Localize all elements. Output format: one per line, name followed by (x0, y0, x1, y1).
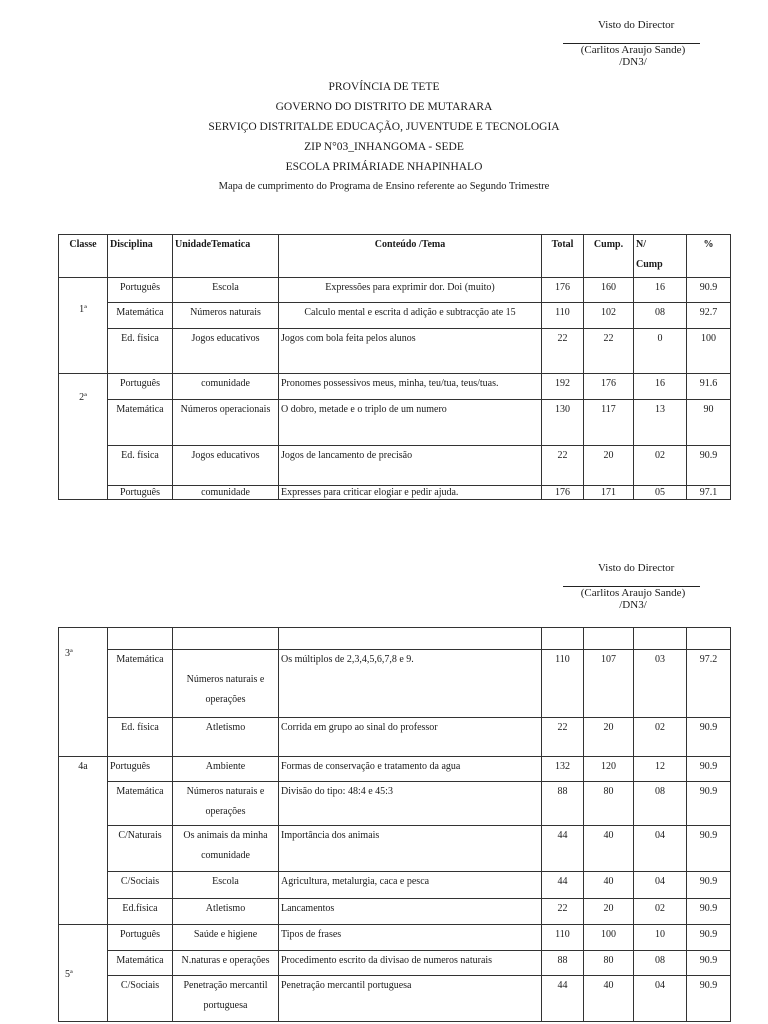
cump-cell: 102 (584, 303, 634, 329)
document-subtitle: Mapa de cumprimento do Programa de Ensino referente ao Segundo Trimestre (218, 181, 550, 192)
cump-cell: 100 (584, 925, 634, 951)
total-cell: 44 (542, 872, 584, 899)
cump-cell: 20 (584, 718, 634, 757)
disciplina-cell: Ed.física (108, 899, 173, 925)
cump-cell: 120 (584, 757, 634, 782)
total-cell: 176 (542, 278, 584, 303)
conteudo-cell: Formas de conservação e tratamento da agua (279, 757, 542, 782)
percent-cell: 90.9 (687, 976, 731, 1022)
disciplina-cell: Matemática (108, 303, 173, 329)
col-header-ncump-line2: Cump (636, 259, 663, 270)
conteudo-cell: Divisão do tipo: 48:4 e 45:3 (279, 782, 542, 826)
ncump-cell: 02 (634, 718, 687, 757)
ncump-cell: 03 (634, 650, 687, 718)
table-row (59, 899, 731, 925)
disciplina-cell: Português (108, 278, 173, 303)
program-table-page2 (58, 627, 731, 1022)
conteudo-cell: Corrida em grupo ao sinal do professor (279, 718, 542, 757)
total-cell: 130 (542, 400, 584, 446)
cump-cell: 40 (584, 826, 634, 872)
disciplina-cell: Matemática (108, 782, 173, 826)
disciplina-cell: Ed. física (108, 718, 173, 757)
cump-cell: 40 (584, 872, 634, 899)
conteudo-cell: O dobro, metade e o triplo de um numero (279, 400, 542, 446)
disciplina-cell: Português (108, 925, 173, 951)
conteudo-cell: Lancamentos (279, 899, 542, 925)
ncump-cell: 10 (634, 925, 687, 951)
class-cell-4 (59, 757, 108, 925)
total-cell: 44 (542, 826, 584, 872)
unidade-cell: Escola (173, 872, 279, 899)
signatory-name-page2: (Carlitos Araujo Sande) (580, 587, 686, 599)
header-zip: ZIP N°03_INHANGOMA - SEDE (304, 141, 464, 153)
class-label-5: 5ª (65, 969, 73, 980)
visto-director-label-page2: Visto do Director (598, 562, 675, 574)
table-row (59, 826, 731, 872)
col-header-total: Total (542, 235, 584, 278)
unidade-cell: Números naturais e operações (173, 782, 279, 826)
disciplina-cell: C/Sociais (108, 872, 173, 899)
conteudo-cell: Expressões para exprimir dor. Doi (muito) (279, 278, 542, 303)
percent-cell: 90.9 (687, 925, 731, 951)
class-cell-1 (59, 278, 108, 374)
cump-cell: 80 (584, 782, 634, 826)
ncump-cell: 02 (634, 899, 687, 925)
table-row (59, 446, 731, 486)
class-cell-3 (59, 628, 108, 757)
cump-cell: 117 (584, 400, 634, 446)
unidade-cell: comunidade (173, 374, 279, 400)
class-label-1: 1ª (79, 304, 87, 315)
disciplina-cell: Português (108, 757, 173, 782)
total-cell: 176 (542, 486, 584, 500)
percent-cell: 90.9 (687, 899, 731, 925)
class-cell-5 (59, 925, 108, 1022)
percent-cell: 91.6 (687, 374, 731, 400)
visto-director-label: Visto do Director (598, 19, 675, 31)
unidade-cell: Ambiente (173, 757, 279, 782)
percent-cell: 90.9 (687, 872, 731, 899)
cump-cell: 171 (584, 486, 634, 500)
disciplina-cell: Matemática (108, 650, 173, 718)
conteudo-cell: Tipos de frases (279, 925, 542, 951)
table-row (59, 303, 731, 329)
total-cell: 110 (542, 303, 584, 329)
ncump-cell: 0 (634, 329, 687, 374)
percent-cell: 100 (687, 329, 731, 374)
table-row (59, 374, 731, 400)
total-cell: 88 (542, 951, 584, 976)
cump-cell: 160 (584, 278, 634, 303)
disciplina-cell: Português (108, 486, 173, 500)
total-cell: 22 (542, 718, 584, 757)
col-header-cump: Cump. (584, 235, 634, 278)
total-cell: 110 (542, 925, 584, 951)
cump-cell: 80 (584, 951, 634, 976)
unidade-cell: Atletismo (173, 718, 279, 757)
cump-cell: 22 (584, 329, 634, 374)
header-province: PROVÍNCIA DE TETE (328, 81, 440, 93)
table-row (59, 872, 731, 899)
unidade-cell: Números naturais (173, 303, 279, 329)
col-header-conteudo: Conteúdo /Tema (279, 235, 542, 278)
conteudo-cell: Jogos com bola feita pelos alunos (279, 329, 542, 374)
conteudo-cell: Penetração mercantil portuguesa (279, 976, 542, 1022)
disciplina-cell: Ed. física (108, 329, 173, 374)
unidade-cell: N.naturas e operações (173, 951, 279, 976)
percent-cell: 90.9 (687, 757, 731, 782)
table-row (59, 400, 731, 446)
header-government: GOVERNO DO DISTRITO DE MUTARARA (275, 101, 493, 113)
col-header-classe: Classe (59, 235, 108, 278)
total-cell: 22 (542, 899, 584, 925)
conteudo-cell: Procedimento escrito da divisao de numeros naturais (279, 951, 542, 976)
total-cell: 44 (542, 976, 584, 1022)
col-header-ncump-line1: N/ (636, 239, 646, 250)
total-cell: 88 (542, 782, 584, 826)
conteudo-cell: Os múltiplos de 2,3,4,5,6,7,8 e 9. (279, 650, 542, 718)
unidade-cell: Números naturais e operações (173, 650, 279, 718)
ncump-cell: 05 (634, 486, 687, 500)
percent-cell: 90.9 (687, 446, 731, 486)
percent-cell: 90.9 (687, 782, 731, 826)
col-header-disciplina: Disciplina (108, 235, 173, 278)
header-school: ESCOLA PRIMÁRIADE NHAPINHALO (285, 161, 483, 173)
unidade-cell: Jogos educativos (173, 329, 279, 374)
disciplina-cell: C/Sociais (108, 976, 173, 1022)
total-cell: 192 (542, 374, 584, 400)
ncump-cell: 08 (634, 303, 687, 329)
percent-cell: 90.9 (687, 951, 731, 976)
unidade-cell: Números operacionais (173, 400, 279, 446)
cump-cell: 20 (584, 899, 634, 925)
table-row (59, 757, 731, 782)
disciplina-cell: Matemática (108, 400, 173, 446)
disciplina-cell: C/Naturais (108, 826, 173, 872)
class-cell-2 (59, 374, 108, 500)
class-label-2: 2ª (79, 392, 87, 403)
total-cell: 132 (542, 757, 584, 782)
cump-cell: 40 (584, 976, 634, 1022)
table-row (59, 925, 731, 951)
table-row (59, 278, 731, 303)
ncump-cell: 16 (634, 374, 687, 400)
total-cell: 110 (542, 650, 584, 718)
percent-cell: 92.7 (687, 303, 731, 329)
unidade-cell: Atletismo (173, 899, 279, 925)
signatory-code-page2: /DN3/ (619, 599, 647, 611)
ncump-cell: 02 (634, 446, 687, 486)
conteudo-cell: Jogos de lancamento de precisão (279, 446, 542, 486)
conteudo-cell: Expresses para criticar elogiar e pedir ajuda. (279, 486, 542, 500)
percent-cell: 90.9 (687, 278, 731, 303)
header-service: SERVIÇO DISTRITALDE EDUCAÇÃO, JUVENTUDE E TECNOLOGIA (208, 121, 560, 133)
conteudo-cell: Agricultura, metalurgia, caca e pesca (279, 872, 542, 899)
unidade-cell: Penetração mercantil portuguesa (173, 976, 279, 1022)
table-row (59, 486, 731, 500)
signatory-code: /DN3/ (619, 56, 647, 68)
class-label-4: 4a (78, 761, 88, 772)
cump-cell: 107 (584, 650, 634, 718)
table-row (59, 650, 731, 718)
percent-cell: 90.9 (687, 718, 731, 757)
cump-cell: 176 (584, 374, 634, 400)
percent-cell: 97.2 (687, 650, 731, 718)
conteudo-cell: Pronomes possessivos meus, minha, teu/tua, teus/tuas. (279, 374, 542, 400)
table-row (59, 951, 731, 976)
unidade-cell: comunidade (173, 486, 279, 500)
unidade-cell: Saúde e higiene (173, 925, 279, 951)
disciplina-cell: Ed. física (108, 446, 173, 486)
table-row (59, 976, 731, 1022)
ncump-cell: 08 (634, 951, 687, 976)
total-cell: 22 (542, 329, 584, 374)
table-row (59, 782, 731, 826)
class-label-3: 3ª (65, 648, 73, 659)
signatory-name: (Carlitos Araujo Sande) (580, 44, 686, 56)
unidade-cell: Os animais da minha comunidade (173, 826, 279, 872)
ncump-cell: 16 (634, 278, 687, 303)
percent-cell: 90 (687, 400, 731, 446)
percent-cell: 90.9 (687, 826, 731, 872)
ncump-cell: 04 (634, 976, 687, 1022)
conteudo-cell: Importância dos animais (279, 826, 542, 872)
ncump-cell: 04 (634, 872, 687, 899)
total-cell: 22 (542, 446, 584, 486)
ncump-cell: 04 (634, 826, 687, 872)
conteudo-cell: Calculo mental e escrita d adição e subtracção ate 15 (279, 303, 542, 329)
col-header-ncump (634, 235, 687, 278)
percent-cell: 97.1 (687, 486, 731, 500)
unidade-cell: Jogos educativos (173, 446, 279, 486)
ncump-cell: 12 (634, 757, 687, 782)
unidade-cell: Escola (173, 278, 279, 303)
ncump-cell: 08 (634, 782, 687, 826)
col-header-percent: % (687, 235, 731, 278)
table-header-row (59, 235, 731, 278)
cump-cell: 20 (584, 446, 634, 486)
table-row-empty (59, 628, 731, 650)
disciplina-cell: Português (108, 374, 173, 400)
disciplina-cell: Matemática (108, 951, 173, 976)
col-header-unidade: UnidadeTematica (173, 235, 279, 278)
table-row (59, 329, 731, 374)
table-row (59, 718, 731, 757)
ncump-cell: 13 (634, 400, 687, 446)
program-table-page1 (58, 234, 731, 500)
